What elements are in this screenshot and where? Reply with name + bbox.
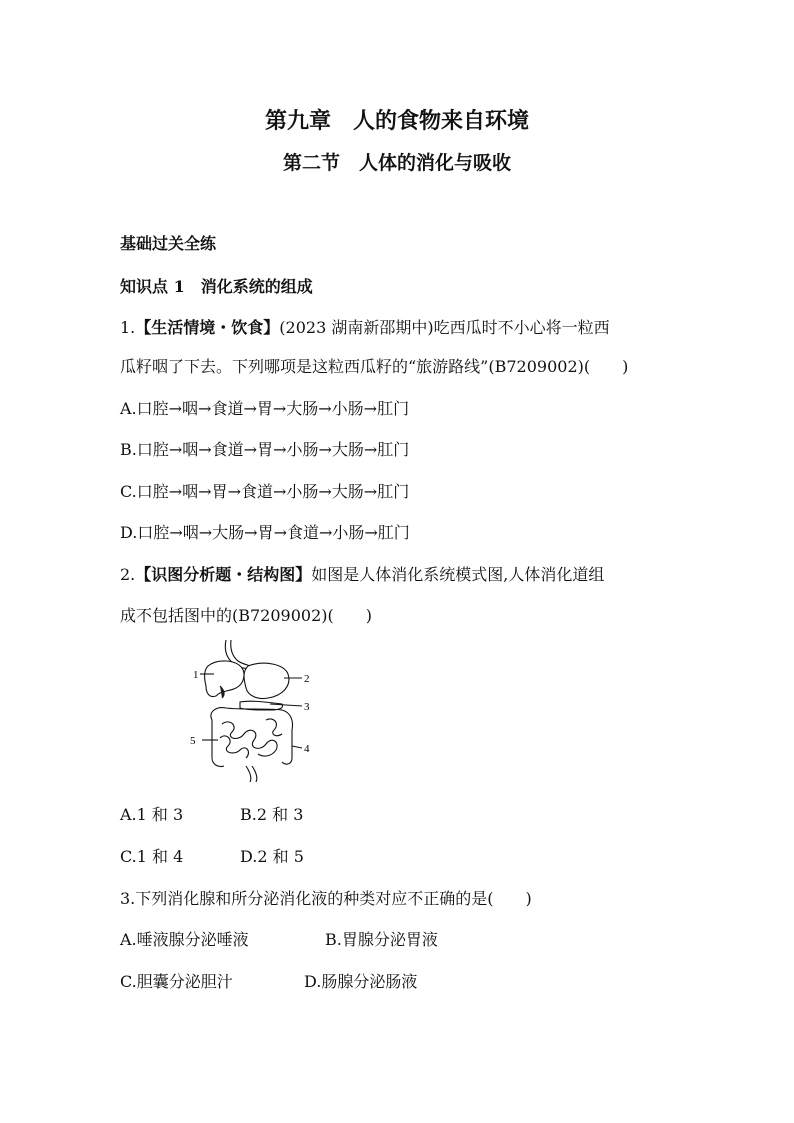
question-3-stem: 3.下列消化腺和所分泌消化液的种类对应不正确的是( ) (120, 889, 532, 908)
figure-label-1: 1 (193, 669, 199, 681)
question-2-line-1 (120, 565, 604, 585)
question-2-tag: 【识图分析题・结构图】 (135, 565, 312, 584)
question-2-option-a[interactable]: A.1 和 3 (120, 805, 184, 824)
question-1-option-d[interactable]: D.口腔→咽→大肠→胃→食道→小肠→肛门 (120, 523, 410, 542)
question-2-option-c[interactable]: C.1 和 4 (120, 847, 184, 866)
digestive-system-svg (186, 640, 318, 782)
question-1-tag: 【生活情境・饮食】 (135, 318, 280, 337)
figure-label-5: 5 (190, 735, 196, 747)
question-3-option-d[interactable]: D.肠腺分泌肠液 (304, 972, 418, 991)
question-3-option-b[interactable]: B.胃腺分泌胃液 (325, 930, 438, 949)
small-intestine-shape (222, 722, 277, 756)
question-2-option-d[interactable]: D.2 和 5 (240, 847, 304, 866)
section-title: 第二节 人体的消化与吸收 (282, 152, 511, 174)
question-2-stem-part-1: 如图是人体消化系统模式图,人体消化道组 (311, 565, 605, 584)
figure-label-3: 3 (304, 701, 310, 713)
liver-shape (205, 661, 244, 697)
question-1-option-c[interactable]: C.口腔→咽→胃→食道→小肠→大肠→肛门 (120, 482, 410, 501)
chapter-title: 第九章 人的食物来自环境 (264, 108, 529, 134)
question-1-option-a[interactable]: A.口腔→咽→食道→胃→大肠→小肠→肛门 (120, 399, 410, 418)
knowledge-point-heading: 知识点 1 消化系统的组成 (120, 277, 313, 296)
question-3-option-c[interactable]: C.胆囊分泌胆汁 (120, 972, 233, 991)
stomach-shape (244, 663, 289, 698)
question-3-option-a[interactable]: A.唾液腺分泌唾液 (120, 930, 249, 949)
rectum-shape (246, 766, 251, 782)
question-2-stem-part-2: 成不包括图中的(B7209002)( ) (120, 606, 372, 625)
question-1-stem-part-2: 瓜籽咽了下去。下列哪项是这粒西瓜籽的“旅游路线”(B7209002)( ) (120, 357, 629, 376)
question-1-line-1 (120, 318, 610, 338)
figure-label-4: 4 (304, 743, 310, 755)
digestive-system-diagram (186, 640, 318, 782)
question-2-number: 2. (120, 565, 136, 584)
question-2-option-b[interactable]: B.2 和 3 (240, 805, 304, 824)
question-1-stem-part-1: (2023 湖南新邵期中)吃西瓜时不小心将一粒西 (279, 318, 610, 337)
practice-heading: 基础过关全练 (120, 234, 217, 253)
question-1-option-b[interactable]: B.口腔→咽→食道→胃→小肠→大肠→肛门 (120, 440, 410, 459)
question-1-number: 1. (120, 318, 136, 337)
figure-label-2: 2 (304, 673, 310, 685)
